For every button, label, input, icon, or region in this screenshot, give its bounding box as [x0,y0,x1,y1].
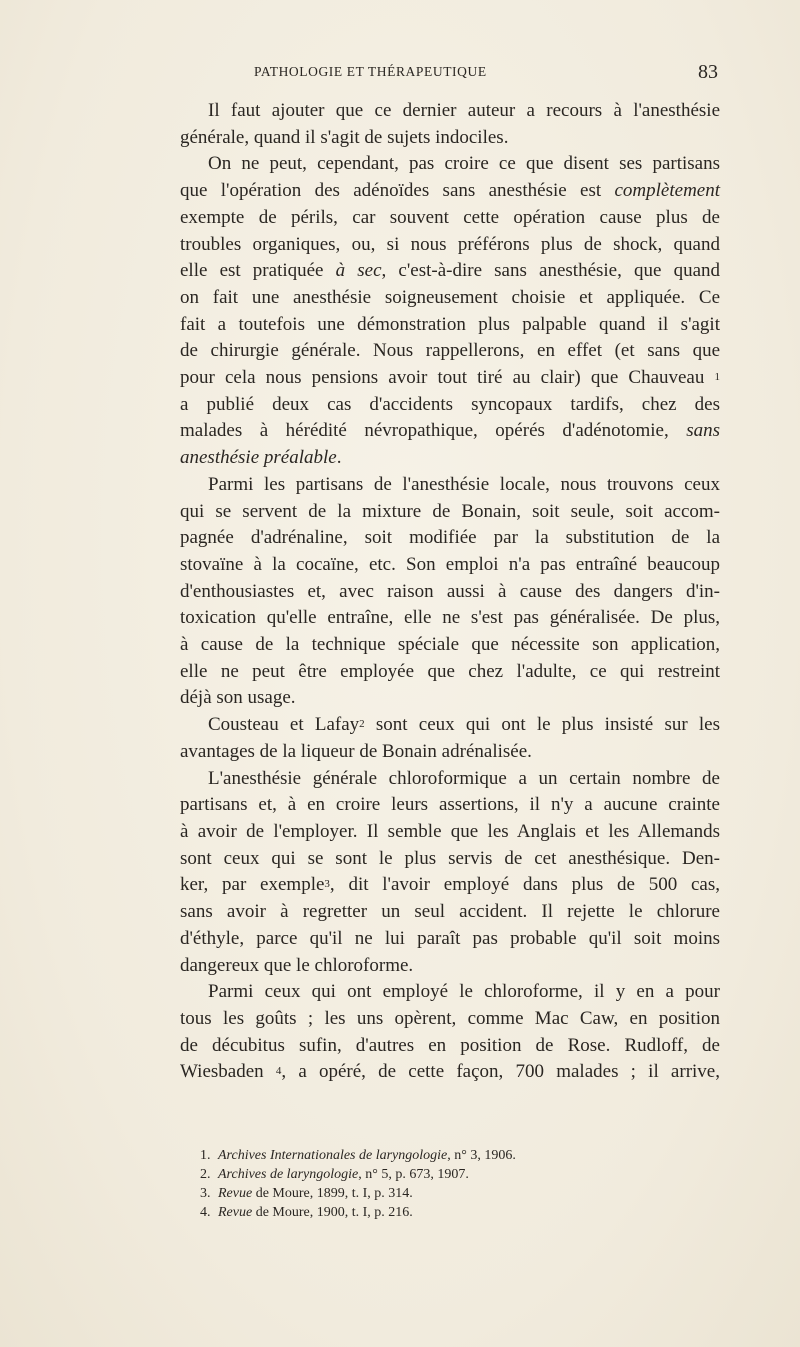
text-line [180,766,720,793]
line-text: Parmi les partisans de l'anesthésie locale, nous trouvons ceux [208,473,720,495]
line-text: fait a toutefois une démonstration plus palpable quand il s'agit [180,313,720,335]
footnote [200,1203,720,1222]
text-line [180,552,720,579]
line-text: Parmi ceux qui ont employé le chloroforme, il y en a pour [208,981,720,1003]
footnote-source-title: Revue [218,1205,253,1220]
text-line [180,739,720,766]
footnote-source-title: Archives de laryngologie [218,1167,359,1182]
text-line [180,338,720,365]
line-text: que l'opération des adénoïdes sans anesthésie est [180,180,615,202]
text-line [180,418,720,445]
footnote-reference: 2 [359,718,365,731]
text-line [180,472,720,499]
footnote [200,1165,720,1184]
running-title: PATHOLOGIE ET THÉRAPEUTIQUE [254,64,487,79]
text-line [180,659,720,686]
text-line [180,1006,720,1033]
line-text: a publié deux cas d'accidents syncopaux tardifs, chez des [180,393,720,415]
body-text [180,98,720,1086]
page-number: 83 [698,61,718,83]
italic-text: complètement [614,180,720,202]
footnote-reference: 1 [714,371,720,384]
text-line [180,846,720,873]
text-line [180,312,720,339]
text-line [180,926,720,953]
text-line [180,899,720,926]
line-text: pour cela nous pensions avoir tout tiré au clair) que Chauveau [180,367,715,389]
italic-text: anesthésie préalable [180,447,337,469]
line-text: toxication qu'elle entraîne, elle ne s'est pas généralisée. De plus, [180,607,720,629]
footnote-number: 2. [200,1167,211,1182]
italic-text: sans [686,420,720,442]
line-text: de chirurgie générale. Nous rappellerons, en effet (et sans que [180,340,720,362]
footnote-details: de Moure, 1900, t. I, p. 216. [252,1205,413,1220]
footnote-number: 3. [200,1186,211,1201]
line-text: générale, quand il s'agit de sujets indociles. [180,126,509,148]
text-line [180,979,720,1006]
text-line [180,872,720,899]
line-text: ker, par exemple [180,874,325,896]
text-line [180,392,720,419]
line-text: de décubitus sufin, d'autres en position de Rose. Rudloff, de [180,1034,720,1056]
text-line [180,819,720,846]
line-text: à avoir de l'employer. Il semble que les Anglais et les Allemands [180,820,720,842]
footnote-number: 4. [200,1205,211,1220]
line-text: elle ne peut être employée que chez l'adulte, ce qui restreint [180,660,720,682]
italic-text: à sec [335,260,382,282]
line-text: , dit l'avoir employé dans plus de 500 cas, [329,874,721,896]
line-text: d'éthyle, parce qu'il ne lui paraît pas probable qu'il soit moins [180,927,720,949]
text-line [180,365,720,392]
line-text: à cause de la technique spéciale que nécessite son application, [180,634,720,656]
text-line [180,125,720,152]
line-text: qui se servent de la mixture de Bonain, soit seule, soit accom- [180,500,720,522]
line-text: elle est pratiquée [180,260,336,282]
footnote-reference: 3 [324,878,330,891]
line-text: d'enthousiastes et, avec raison aussi à cause des dangers d'in- [180,580,720,602]
text-line [180,525,720,552]
footnote-source-title: Revue [218,1186,253,1201]
line-text: exempte de périls, car souvent cette opération cause plus de [180,206,720,228]
text-line [180,632,720,659]
footnote-number: 1. [200,1148,211,1163]
line-text: Il faut ajouter que ce dernier auteur a recours à l'anesthésie [208,100,720,121]
line-text: pagnée d'adrénaline, soit modifiée par la substitution de la [180,527,720,549]
line-text: dangereux que le chloroforme. [180,954,414,976]
line-text: troubles organiques, ou, si nous préférons plus de shock, quand [180,233,720,255]
text-line [180,445,720,472]
text-line [180,579,720,606]
text-line [180,151,720,178]
line-text: On ne peut, cependant, pas croire ce que disent ses partisans [208,153,720,175]
text-line [180,98,720,125]
footnotes [200,1146,720,1222]
text-line [180,178,720,205]
footnote-details: , n° 3, 1906. [447,1148,516,1163]
text-line [180,1033,720,1060]
footnote-source-title: Archives Internationales de laryngologie [218,1148,448,1163]
footnote-details: , n° 5, p. 673, 1907. [358,1167,469,1182]
line-text: malades à hérédité névropathique, opérés d'adénotomie, [180,420,687,442]
line-text: on fait une anesthésie soigneusement choisie et appliquée. Ce [180,286,720,308]
text-line [180,953,720,980]
line-text: déjà son usage. [180,687,296,709]
text-line [180,792,720,819]
line-text: tous les goûts ; les uns opèrent, comme Mac Caw, en position [180,1007,720,1029]
text-line [180,1059,720,1086]
footnote [200,1146,720,1165]
text-line [180,499,720,526]
text-line [180,232,720,259]
text-line [180,712,720,739]
line-text: Cousteau et Lafay [208,714,360,736]
line-text: stovaïne à la cocaïne, etc. Son emploi n'a pas entraîné beaucoup [180,553,720,575]
line-text: , a opéré, de cette façon, 700 malades ; il arrive, [281,1061,720,1083]
line-text: sont ceux qui ont le plus insisté sur les [364,714,720,736]
line-text: sont ceux qui se sont le plus servis de cet anesthésique. Den- [180,847,720,869]
running-header [180,61,718,85]
line-text: , c'est-à-dire sans anesthésie, que quand [381,260,720,282]
footnote [200,1184,720,1203]
text-line [180,685,720,712]
line-text: partisans et, à en croire leurs assertions, il n'y a aucune crainte [180,794,720,816]
text-line [180,605,720,632]
footnote-reference: 4 [275,1065,282,1078]
line-text: Wiesbaden [180,1061,276,1083]
text-line [180,258,720,285]
text-line [180,285,720,312]
line-text: avantages de la liqueur de Bonain adrénalisée. [180,740,532,762]
line-text: . [336,447,342,469]
text-line [180,205,720,232]
footnote-details: de Moure, 1899, t. I, p. 314. [252,1186,413,1201]
line-text: L'anesthésie générale chloroformique a un certain nombre de [208,767,720,789]
line-text: sans avoir à regretter un seul accident. Il rejette le chlorure [180,901,720,923]
